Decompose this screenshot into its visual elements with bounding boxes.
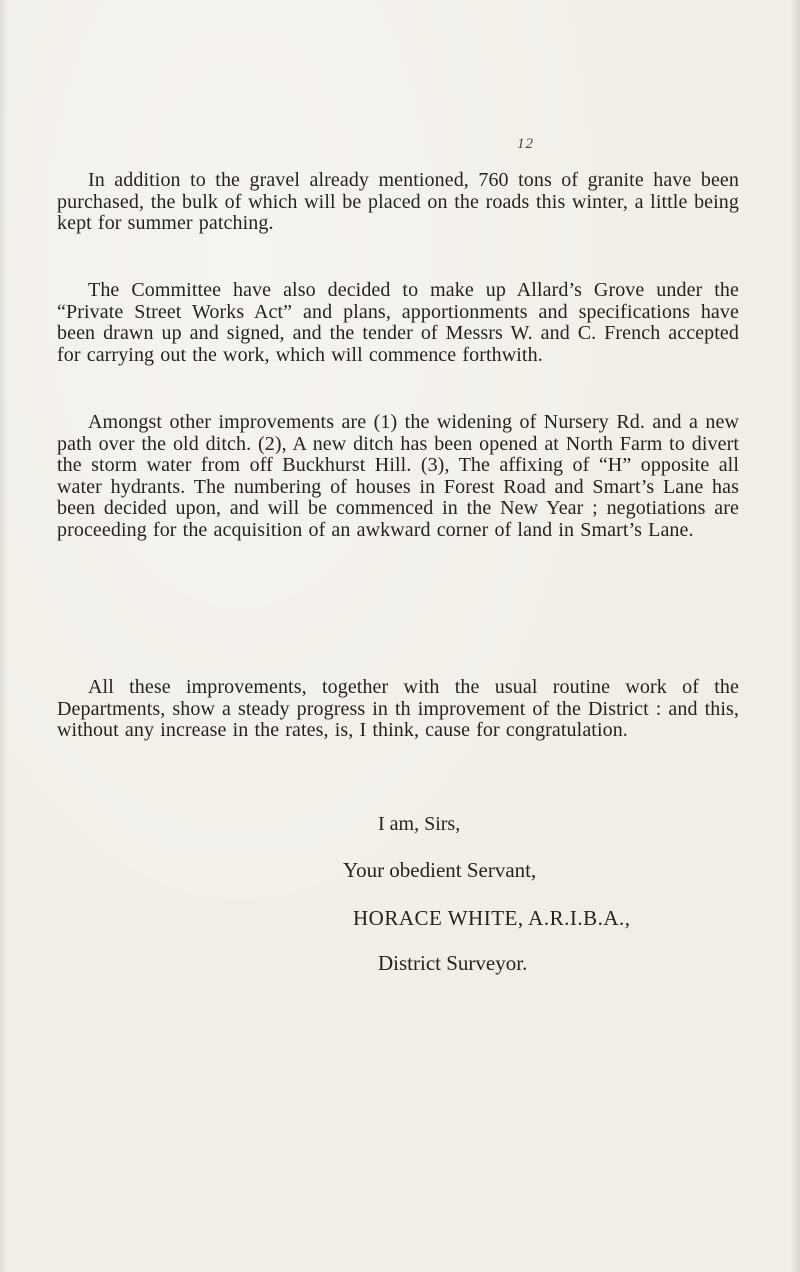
paragraph-granite: In addition to the gravel already mentioned, 760 tons of granite have been purchased, the bulk of which will be placed on the roads this winter, a little being kept for summer patching. — [57, 169, 739, 235]
paragraph-congratulation: All these improvements, together with the usual routine work of the Departments, show a steady progress in th improvement of the District : and this, without any increase in the rates, is, I think, cause for congratulation. — [57, 676, 739, 742]
page-edge-shadow-left — [0, 0, 8, 1272]
signature-name: HORACE WHITE, A.R.I.B.A., — [353, 906, 631, 930]
valediction: Your obedient Servant, — [343, 858, 537, 882]
paragraph-improvements: Amongst other improvements are (1) the widening of Nursery Rd. and a new path over the old ditch. (2), A new ditch has been opened at North Farm to divert the storm water from off Buckhurst Hill. (3), The affixing of “H” opposite all water hydrants. The numbering of houses in Forest Road and Smart’s Lane has been decided upon, and will be commenced in the New Year ; negotiations are proceeding for the acquisition of an awkward corner of land in Smart’s Lane. — [57, 411, 739, 541]
salutation: I am, Sirs, — [378, 813, 461, 835]
page-number: 12 — [517, 136, 534, 152]
paragraph-allards-grove: The Committee have also decided to make up Allard’s Grove under the “Private Street Works Act” and plans, apportionments and specifications have been drawn up and signed, and the tender of Messrs W. and C. French accepted for carrying out the work, which will commence forthwith. — [57, 279, 739, 366]
signature-title: District Surveyor. — [378, 951, 528, 975]
page-edge-shadow-right — [790, 0, 800, 1272]
